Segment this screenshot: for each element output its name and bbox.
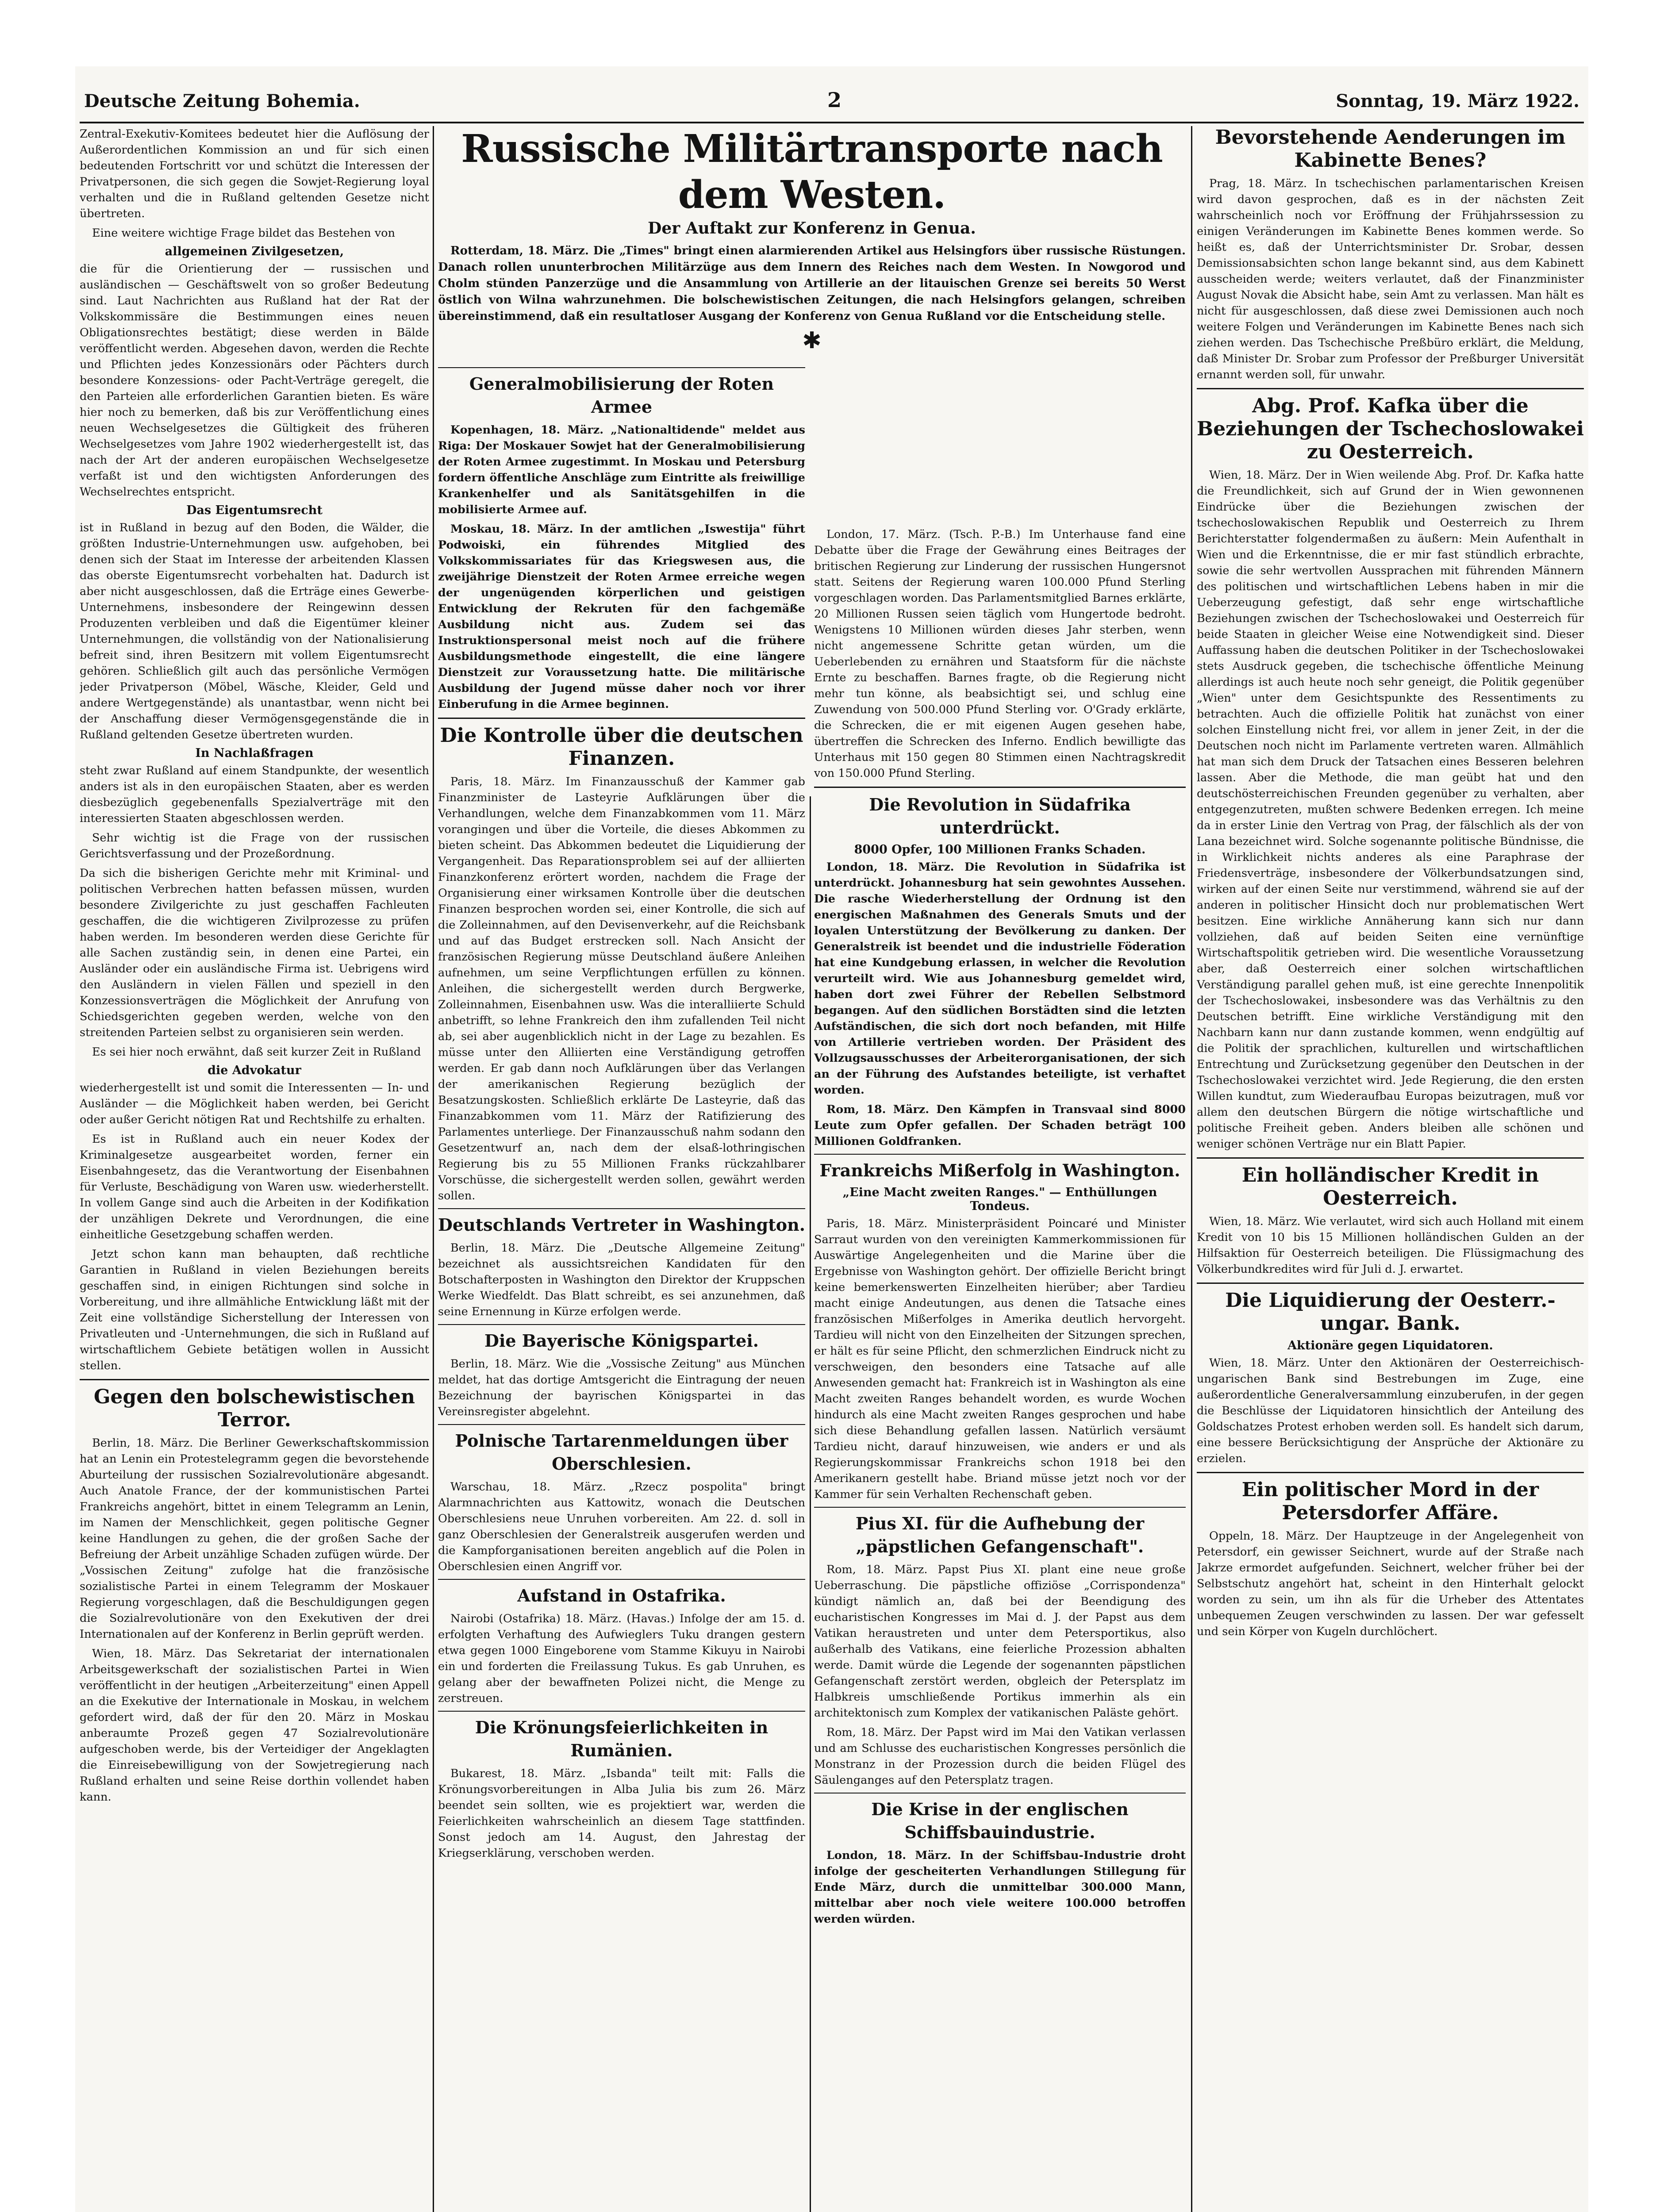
article-paragraph: Paris, 18. März. Im Finanzausschuß der Kammer gab Finanzminister de Lasteyrie Aufklärungen über die Verhandlungen, welche dem Finanzabkommen vom 11. März vorangingen und über die Vorteile, die dieses Abkommen zu bieten scheint. Das Abkommen bedeutet die Liquidierung der Vergangenheit. Das Reparationsproblem sei auf der alliierten Finanzkonferenz erörtert worden, nachdem die Frage der Organisierung einer wirksamen Kontrolle über die deutschen Finanzen besprochen worden sei, einer Kontrolle, die sich auf die Zolleinnahmen, auf den Devisenverkehr, auf die Reichsbank und auf das Budget erstrecken soll. Nach Ansicht der französischen Regierung müsse Deutschland äußere Anleihen aufnehmen, um seine Verpflichtungen erfüllen zu können. Anleihen, die sichergestellt werden durch Bergwerke, Zolleinnahmen, Eisenbahnen usw. Was die interalliierte Schuld anbetrifft, so lehne Frankreich den ihm zufallenden Teil nicht ab, sei aber augenblicklich nicht in der Lage zu bezahlen. Es müsse unter den Alliierten eine Verständigung getroffen werden. Er gab dann noch Aufklärungen über das Verlangen der amerikanischen Regierung bezüglich der Besatzungskosten. Schließlich erklärte De Lasteyrie, daß das Finanzabkommen vom 11. März der Ratifizierung des Parlamentes unterliege. Der Finanzausschuß nahm sodann den Gesetzentwurf an, nach dem der elsaß-lothringischen Regierung bis zu 55 Millionen Franks rückzahlbarer Vorschüsse, die sichergestellt werden sollen, gewährt werden sollen. (438, 775, 805, 1202)
column-4 (1197, 126, 1584, 2212)
article-separator (80, 1379, 429, 1380)
article-separator (1197, 1472, 1584, 1473)
article-paragraph: Eine weitere wichtige Frage bildet das Bestehen von (92, 227, 396, 240)
article-paragraph: Rotterdam, 18. März. Die „Times" bringt einen alarmierenden Artikel aus Helsingfors über russische Rüstungen. Danach rollen ununterbrochen Militärzüge aus dem Innern des Reiches nach dem Westen. In Nowgorod und Cholm stünden Panzerzüge und die Ansammlung von Artillerie an der litauischen Grenze sei bereits 50 Werst östlich von Wilna wahrzunehmen. Die bolschewistischen Zeitungen, die nach Helsingfors gelangen, schreiben übereinstimmend, daß ein resultatloser Ausgang der Konferenz von Genua Rußland vor die Entscheidung stelle. (438, 244, 1186, 323)
masthead-title: Deutsche Zeitung Bohemia. (84, 91, 360, 111)
section-subheading: die Advokatur (207, 1064, 301, 1077)
article-paragraph: Kopenhagen, 18. März. „Nationaltidende" meldet aus Riga: Der Moskauer Sowjet hat der Generalmobilisierung der Roten Armee zugestimmt. In Moskau und Petersburg fordern öffentliche Anschläge zum Eintritte als freiwillige Krankenhelfer und als Sanitätsgehilfen in die mobilisierte Armee auf. (438, 423, 805, 516)
column-rule (810, 796, 811, 2212)
column-rule (1191, 126, 1192, 2212)
article-headline: Deutschlands Vertreter in Washington. (438, 1215, 805, 1235)
article-headline: Bevorstehende Aenderungen im Kabinette Benes? (1215, 126, 1566, 172)
article-headline: Die Bayerische Königspartei. (484, 1331, 759, 1351)
article-headline: Pius XI. für die Aufhebung der „päpstlichen Gefangenschaft". (855, 1513, 1145, 1556)
article-subheadline: Aktionäre gegen Liquidatoren. (1287, 1339, 1493, 1352)
article-paragraph: Warschau, 18. März. „Rzecz pospolita" bringt Alarmnachrichten aus Kattowitz, wonach die Deutschen Oberschlesiens neue Unruhen vorbereiten. Am 22. d. soll in ganz Oberschlesien der Generalstreik ausgerufen werden und die Kampforganisationen bereiten angeblich auf die Polen in Oberschlesien einen Angriff vor. (438, 1480, 805, 1573)
article-paragraph: Berlin, 18. März. Die „Deutsche Allgemeine Zeitung" bezeichnet als aussichtsreichen Kandidaten für den Botschafterposten in Washington den Direktor der Kruppschen Werke Wiedfeldt. Das Blatt schreibt, es sei anzunehmen, daß seine Ernennung in Kürze erfolgen werde. (438, 1241, 805, 1318)
article-headline: Polnische Tartarenmeldungen über Oberschlesien. (455, 1431, 788, 1474)
article-separator (438, 1579, 805, 1580)
article-headline: Frankreichs Mißerfolg in Washington. (819, 1160, 1180, 1180)
article-paragraph: wiederhergestellt ist und somit die Interessenten — In- und Ausländer — die Möglichkeit haben werden, bei Gericht oder außer Gericht nötigen Rat und Rechtshilfe zu erhalten. (80, 1081, 429, 1126)
article-separator (438, 1208, 805, 1209)
article-paragraph: Nairobi (Ostafrika) 18. März. (Havas.) Infolge der am 15. d. erfolgten Verhaftung des Aufwieglers Tuku drangen gestern etwa gegen 1000 Eingeborene vom Stamme Kikuyu in Nairobi ein und forderten die Freilassung Tukus. Es gab Unruhen, es gelang aber der bewaffneten Polizei nicht, die Menge zu zerstreuen. (438, 1612, 805, 1705)
article-paragraph: Wien, 18. März. Unter den Aktionären der Oesterreichisch-ungarischen Bank sind Bestrebungen im Zuge, eine außerordentliche Generalversammlung einzuberufen, in der gegen die Beschlüsse der Liquidatoren hinsichtlich der Anteilung des Goldschatzes Protest erhoben werden soll. Es handelt sich darum, eine bessere Berücksichtigung der Ansprüche der Aktionäre zu erzielen. (1197, 1356, 1584, 1465)
article-headline: Gegen den bolschewistischen Terror. (93, 1386, 415, 1431)
section-subheading: Das Eigentumsrecht (186, 503, 323, 517)
article-paragraph: Da sich die bisherigen Gerichte mehr mit Kriminal- und politischen Verbrechen hatten befassen müssen, wurden besondere Zivilgerichte zu just geschaffen Fachleuten geschaffen, die die wichtigeren Zivilprozesse zu prüfen haben werden. Im besonderen werden diese Gerichte für alle Sachen zuständig sein, in denen eine Partei, ein Ausländer oder ein ausländische Firma ist. Uebrigens wird den Ausländern in vielen Fällen und speziell in den Konzessionsverträgen die Möglichkeit der Anrufung von Schiedsgerichten gegeben werden, welche von den streitenden Parteien selbst zu organisieren sein werden. (80, 867, 429, 1039)
article-headline: Abg. Prof. Kafka über die Beziehungen der Tschechoslowakei zu Oesterreich. (1197, 395, 1584, 463)
article-paragraph: Jetzt schon kann man behaupten, daß rechtliche Garantien in Rußland in vielen Beziehungen bereits geschaffen sind, in einigen Richtungen sind solche in Vorbereitung, und ihre allmähliche Entwicklung läßt mit der Zeit eine vollständige Sicherstellung der Interessen von Privatleuten und -Unternehmungen, die sich in Rußland auf wirtschaftlichem Gebiete betätigen wollen in Aussicht stellen. (80, 1248, 429, 1372)
article-paragraph: Wien, 18. März. Der in Wien weilende Abg. Prof. Dr. Kafka hatte die Freundlichkeit, sich auf Grund der in Wien gewonnenen Eindrücke über die Beziehungen zwischen der tschechoslowakischen Republik und Oesterreich zu Ihrem Berichterstatter folgendermaßen zu äußern: Mein Aufenthalt in Wien und die Erkenntnisse, die er mir fast stündlich erbrachte, sowie die sehr wertvollen Aussprachen mit führenden Männern des politischen und wirtschaftlichen Lebens haben in mir die Ueberzeugung gefestigt, daß sehr enge wirtschaftliche Beziehungen zwischen der Tschechoslowakei und Oesterreich für beide Staaten in gleicher Weise eine Notwendigkeit sind. Dieser Auffassung haben die deutschen Politiker in der Tschechoslowakei stets Ausdruck gegeben, die tschechische öffentliche Meinung allerdings ist auch heute noch sehr geneigt, die Politik gegenüber „Wien" unter dem Gesichtspunkte des Ressentiments zu betrachten. Auch die offizielle Politik hat zunächst von einer solchen Einstellung nicht frei, vor allem in jener Zeit, in der die Deutschen noch nicht im Parlamente vertreten waren. Allmählich hat man sich dem Druck der Tatsachen eines Besseren belehren lassen. Aber die Methode, die man geübt hat und den deutschösterreichischen Freunden gegenüber zu verhalten, aber entgegenzutreten, mußten schwere Bedenken erregen. Ich meine da in erster Linie den Vertrag von Prag, der fälschlich als der von Lana bezeichnet wird. Solche sogenannte politische Bündnisse, die in Wirklichkeit nichts anderes als eine Paraphrase der Friedensverträge, insbesondere der Völkerbundsatzungen sind, wirken auf der einen Seite nur verstimmend, während sie auf der anderen in politischer Hinsicht doch nur problematischen Wert besitzen. Eine wirkliche Annäherung kann sich nur dann vollziehen, daß auf beiden Seiten eine vernünftige Wirtschaftspolitik getrieben wird. Die wesentliche Voraussetzung aber, daß Oesterreich einer solchen wirtschaftlichen Verständigung parallel gehen muß, ist eine gerechte Innenpolitik der Tschechoslowakei, insbesondere was das Verhältnis zu den Deutschen betrifft. Eine wirkliche Verständigung mit den Nachbarn kann nur dann zustande kommen, wenn endgültig auf die Politik der sprachlichen, kulturellen und wirtschaftlichen Entrechtung und Zurücksetzung gegenüber den Deutschen in der Tschechoslowakei verzichtet wird. Jede Regierung, die den ersten Willen kundtut, zum Wiederaufbau Europas beizutragen, muß vor allem den deutschen Bürgern die nötige wirtschaftliche und politische Freiheit geben. Anders bleiben alle schönen und weniger schönen Verträge nur ein Blatt Papier. (1197, 469, 1584, 1151)
article-paragraph: Wien, 18. März. Das Sekretariat der internationalen Arbeitsgewerkschaft der sozialistischen Partei in Wien veröffentlicht in der heutigen „Arbeiterzeitung" einen Appell an die Exekutive der Internationale in Moskau, in welchem gefordert wird, daß der für den 20. März in Moskau anberaumte Prozeß gegen 47 Sozialrevolutionäre aufgeschoben werde, bis der Verteidiger der Angeklagten die Einreisebewilligung von der Sowjetregierung nach Rußland erhalten und seine Reise dorthin vollendet haben kann. (80, 1647, 429, 1804)
section-subheading: allgemeinen Zivilgesetzen, (165, 245, 344, 258)
article-paragraph: London, 18. März. In der Schiffsbau-Industrie droht infolge der gescheiterten Verhandlungen Stillegung für Ende März, durch die unmittelbar 300.000 Mann, mittelbar aber noch viele weitere 100.000 betroffen werden würden. (814, 1849, 1186, 1926)
article-separator (438, 367, 805, 368)
article-separator (1197, 388, 1584, 389)
article-separator (438, 1424, 805, 1425)
article-paragraph: Sehr wichtig ist die Frage von der russischen Gerichtsverfassung und der Prozeßordnung. (80, 831, 429, 860)
article-paragraph: Paris, 18. März. Ministerpräsident Poincaré und Minister Sarraut wurden von den vereinigten Kammerkommissionen für Auswärtige Angelegenheiten und die Marine über die Ergebnisse von Washington gehört. Der offizielle Bericht bringt keine bemerkenswerten Einzelheiten hierüber; aber Tardieu macht einige Andeutungen, aus denen die Tatsache eines französischen Mißerfolges in Amerika deutlich hervorgeht. Tardieu will nicht von den Einzelheiten der Sitzungen sprechen, er hält es für seine Pflicht, den schmerzlichen Eindruck nicht zu verschweigen, den besonders eine Tatsache auf alle Anwesenden gemacht hat: Frankreich ist in Washington als eine Macht zweiten Ranges behandelt worden, es wurde Wochen hindurch als eine Macht zweiten Ranges gesprochen und habe sich diese Behandlung gefallen lassen. Natürlich versäumt Tardieu nicht, darauf hinzuweisen, wie anders er und als Regierungskommissar Frankreichs schon 1918 bei den Amerikanern gestellt habe. Briand müsse jetzt noch vor der Kammer für sein Verhalten Rechenschaft geben. (814, 1217, 1186, 1501)
asterism: ✱ (802, 327, 822, 354)
article-headline: Die Liquidierung der Oesterr.-ungar. Bank. (1225, 1289, 1556, 1335)
lead-subheadline: Der Auftakt zur Konferenz in Genua. (648, 219, 976, 238)
article-headline: Ein politischer Mord in der Petersdorfer Affäre. (1241, 1479, 1539, 1524)
running-header (80, 82, 1584, 123)
article-headline: Die Krönungsfeierlichkeiten in Rumänien. (475, 1717, 768, 1760)
page-number: 2 (827, 88, 842, 112)
article-subheadline: 8000 Opfer, 100 Millionen Franks Schaden. (854, 843, 1146, 856)
issue-date: Sonntag, 19. März 1922. (1336, 91, 1579, 111)
article-paragraph: Rom, 18. März. Den Kämpfen in Transvaal sind 8000 Leute zum Opfer gefallen. Der Schaden beträgt 100 Millionen Goldfranken. (814, 1103, 1186, 1148)
article-separator (814, 1507, 1186, 1508)
article-paragraph: die für die Orientierung der — russischen und ausländischen — Geschäftswelt von so großer Bedeutung sind. Laut Nachrichten aus Rußland hat der Rat der Volkskommissäre die Bestimmungen eines neuen Obligationsrechtes bestätigt; diese werden in Bälde veröffentlicht werden. Abgesehen davon, werden die Rechte und Pflichten jedes Konzessionärs oder Pächters durch besondere Konzessions- oder Pacht-Verträge geregelt, die den Parteien alle erforderlichen Garantien bieten. Es wäre hier noch zu bemerken, daß bis zur Veröffentlichung eines neuen Wechselgesetzes die Gültigkeit des früheren Wechselgesetzes vom Jahre 1902 wiederhergestellt ist, das nach der Art der anderen europäischen Wechselgesetze verfaßt ist und den wichtigsten Anforderungen des Wechselrechtes entspricht. (80, 262, 429, 499)
article-separator (1197, 1157, 1584, 1159)
article-paragraph: Es sei hier noch erwähnt, daß seit kurzer Zeit in Rußland (92, 1045, 421, 1059)
article-paragraph: Berlin, 18. März. Wie die „Vossische Zeitung" aus München meldet, hat das dortige Amtsgericht die Eintragung der neuen Bezeichnung der bayrischen Königspartei in das Vereinsregister abgelehnt. (438, 1357, 805, 1418)
article-headline: Ein holländischer Kredit in Oesterreich. (1241, 1164, 1539, 1210)
article-paragraph: Oppeln, 18. März. Der Hauptzeuge in der Angelegenheit von Petersdorf, ein gewisser Seichnert, wurde auf der Straße nach Jakrze ermordet aufgefunden. Seichnert, welcher früher bei der Selbstschutz angehört hat, scheint in den Hinterhalt gelockt worden zu sein, um ihn als für die Urheber des Attentates unbequemen Zeugen verschwinden zu lassen. Der war gefesselt und sein Körper von Kugeln durchlöchert. (1197, 1529, 1584, 1638)
article-paragraph: Berlin, 18. März. Die Berliner Gewerkschaftskommission hat an Lenin ein Protestelegramm gegen die bevorstehende Aburteilung der russischen Sozialrevolutionäre abgesandt. Auch Anatole France, der der kommunistischen Partei Frankreichs angehört, bittet in einem Telegramm an Lenin, im Namen der Menschlichkeit, gegen politische Gegner keine Handlungen zu gehen, die der großen Sache der Befreiung der Arbeit unzählige Schaden zufügen würde. Der „Vossischen Zeitung" zufolge hat die französische sozialistische Partei in einem Telegramm der Moskauer Regierung vorgeschlagen, daß die Beschuldigungen gegen die Sozialrevolutionäre von den Exekutiven der drei Internationalen auf der Konferenz in Berlin geprüft werden. (80, 1436, 429, 1641)
article-paragraph: Moskau, 18. März. In der amtlichen „Iswestija" führt Podwoiski, ein führendes Mitglied des Volkskommissariates für das Kriegswesen aus, die zweijährige Dienstzeit der Roten Armee erreiche wegen der ungenügenden körperlichen und geistigen Entwicklung der Rekruten für den fachgemäße Ausbildung nicht aus. Zudem sei das Instruktionspersonal meist noch auf die frühere Ausbildungsmethode eingestellt, die eine längere Dienstzeit zur Voraussetzung hatte. Die militärische Ausbildung der Jugend müsse daher noch vor ihrer Einberufung in die Armee beginnen. (438, 522, 805, 711)
article-headline: Die Revolution in Südafrika unterdrückt. (869, 795, 1131, 837)
article-headline: Die Krise in der englischen Schiffsbauindustrie. (871, 1799, 1129, 1842)
article-paragraph: Es ist in Rußland auch ein neuer Kodex der Kriminalgesetze ausgearbeitet worden, ferner ein Eisenbahngesetz, das die Verantwortung der Eisenbahnen für Verluste, Beschädigung von Waren usw. wiederherstellt. In vollem Gange sind auch die Arbeiten in der Kodifikation der unzähligen Dekrete und Verordnungen, die eine einheitliche Gesetzgebung schaffen werden. (80, 1133, 429, 1241)
article-paragraph: London, 18. März. Die Revolution in Südafrika ist unterdrückt. Johannesburg hat sein gewohntes Aussehen. Die rasche Wiederherstellung der Ordnung ist den energischen Maßnahmen des Generals Smuts und der loyalen Unterstützung der Bevölkerung zu danken. Der Generalstreik ist beendet und die industrielle Föderation hat eine Kundgebung erlassen, in welcher die Revolution verurteilt wird. Wie aus Johannesburg gemeldet wird, haben dort zwei Führer der Rebellen Selbstmord begangen. Auf den südlichen Borstädten sind die letzten Aufständischen, die sich dort noch befanden, mit Hilfe von Artillerie vertrieben worden. Der Präsident des Vollzugsausschusses der Arbeiterorganisationen, der sich an der Führung des Aufstandes beteiligte, ist verhaftet worden. (814, 860, 1186, 1097)
article-paragraph: Rom, 18. März. Papst Pius XI. plant eine neue große Ueberraschung. Die päpstliche offiziöse „Corrispondenza" kündigt nämlich an, daß bei der Beendigung des eucharistischen Kongresses im Mai d. J. der Papst aus dem Vatikan heraustreten und unter dem Petersportikus, also außerhalb des Vatikans, eine feierliche Prozession abhalten werde. Damit würde die Legende der sogenannten päpstlichen Gefangenschaft zerstört werden, obgleich der Petersplatz im Halbkreis umschließende Portikus immerhin als ein architektonisch zum Komplex der vatikanischen Paläste gehört. (814, 1563, 1186, 1720)
article-subheadline: „Eine Macht zweiten Ranges." — Enthüllungen Tondeus. (842, 1186, 1157, 1213)
article-paragraph: Zentral-Exekutiv-Komitees bedeutet hier die Auflösung der Außerordentlichen Kommission an und für sich einen bedeutenden Fortschritt vor und schützt die Interessen der Privatpersonen, die sich gegen die Sowjet-Regierung loyal verhalten und die in Rußland geltenden Gesetze nicht übertreten. (80, 127, 429, 220)
article-paragraph: Prag, 18. März. In tschechischen parlamentarischen Kreisen wird davon gesprochen, daß es in der nächsten Zeit wahrscheinlich noch vor Eröffnung der Frühjahrssession zu einigen Veränderungen im Kabinette Benes kommen werde. So heißt es, daß der Unterrichtsminister Dr. Srobar, dessen Demissionsabsichten schon lange bekannt sind, aus dem Kabinett ausscheiden werde; weiters verlautet, daß der Finanzminister August Novak die Absicht habe, sein Amt zu verlassen. Man hält es nicht für ausgeschlossen, daß diese zwei Demissionen auch noch weitere Folgen und Veränderungen im Kabinette Benes nach sich ziehen werden. Das Tschechische Preßbüro erklärt, die Meldung, daß Minister Dr. Srobar zum Professor der Preßburger Universität ernannt werden soll, für unwahr. (1197, 177, 1584, 381)
lead-headline: Russische Militärtransporte nach dem Westen. (461, 127, 1163, 217)
article-headline: Generalmobilisierung der Roten Armee (469, 374, 774, 417)
column-1 (80, 126, 429, 2212)
section-subheading: In Nachlaßfragen (195, 746, 314, 760)
article-separator (438, 1324, 805, 1325)
article-paragraph: ist in Rußland in bezug auf den Boden, die Wälder, die größten Industrie-Unternehmungen usw. aufgehoben, bei denen sich der Staat im Interesse der arbeitenden Klassen das oberste Eigentumsrecht vorbehalten hat. Dadurch ist aber nicht ausgeschlossen, daß die Erträge eines Gewerbe-Unternehmens, insbesondere der Reingewinn dessen Produzenten verbleiben und daß die Eigentümer kleiner Unternehmungen, die vollständig von der Nationalisierung befreit sind, ihren Besitzern mit vollem Eigentumsrecht gehören. Schließlich gilt auch das persönliche Vermögen jeder Privatperson (Möbel, Wäsche, Kleider, Geld und andere Wertgegenstände) als unantastbar, wenn nicht bei der Anschaffung dieser Vermögensgegenstände die in Rußland geltenden Gesetze übertreten wurden. (80, 521, 429, 741)
column-3 (814, 526, 1186, 2212)
article-separator (1197, 1283, 1584, 1284)
article-headline: Die Kontrolle über die deutschen Finanzen. (440, 724, 803, 770)
column-2 (438, 363, 805, 2212)
article-headline: Aufstand in Ostafrika. (517, 1586, 726, 1605)
article-paragraph: Bukarest, 18. März. „Isbanda" teilt mit: Falls die Krönungsvorbereitungen in Alba Julia bis zum 26. März beendet sein sollten, wie es projektiert war, werden die Feierlichkeiten wahrscheinlich an diesem Tage stattfinden. Sonst jedoch am 14. August, den Jahrestag der Kriegserklärung, verschoben werden. (438, 1767, 805, 1860)
article-paragraph: Rom, 18. März. Der Papst wird im Mai den Vatikan verlassen und am Schlusse des eucharistischen Kongresses persönlich die Monstranz in der Prozession durch die beiden Flügel des Säulenganges auf den Petersplatz tragen. (814, 1726, 1186, 1787)
article-paragraph: steht zwar Rußland auf einem Standpunkte, der wesentlich anders ist als in den europäischen Staaten, aber es werden diesbezüglich gegebenenfalls Spezialverträge mit den interessierten Staaten abgeschlossen werden. (80, 764, 429, 825)
article-paragraph: Wien, 18. März. Wie verlautet, wird sich auch Holland mit einem Kredit von 10 bis 15 Millionen holländischen Gulden an der Hilfsaktion für Oesterreich beteiligen. Die Flüssigmachung des Völkerbundkredites wird für Juli d. J. erwartet. (1197, 1215, 1584, 1276)
article-paragraph: London, 17. März. (Tsch. P.-B.) Im Unterhause fand eine Debatte über die Frage der Gewährung eines Beitrages der britischen Regierung zur Linderung der russischen Hungersnot statt. Seitens der Regierung waren 100.000 Pfund Sterling vorgeschlagen worden. Das Parlamentsmitglied Barnes erklärte, 20 Millionen Russen seien täglich vom Hungertode bedroht. Wenigstens 10 Millionen würden dieses Jahr sterben, wenn nicht angemessene Schritte getan würden, um die Ueberlebenden zu ernähren und Staatsform für die nächste Ernte zu beschaffen. Barnes fragte, ob die Regierung nicht mehr tun könne, als beabsichtigt sei, und schlug eine Zuwendung von 500.000 Pfund Sterling vor. O'Grady erklärte, die Schrecken, die er mit eigenen Augen gesehen habe, übertreffen die Schrecken des Inferno. Endlich bewilligte das Unterhaus mit 150 gegen 80 Stimmen einen Nachtragskredit von 150.000 Pfund Sterling. (814, 528, 1186, 780)
article-separator (814, 787, 1186, 788)
article-separator (438, 1711, 805, 1712)
article-separator (814, 1154, 1186, 1155)
column-rule (433, 126, 434, 2212)
article-separator (438, 718, 805, 719)
